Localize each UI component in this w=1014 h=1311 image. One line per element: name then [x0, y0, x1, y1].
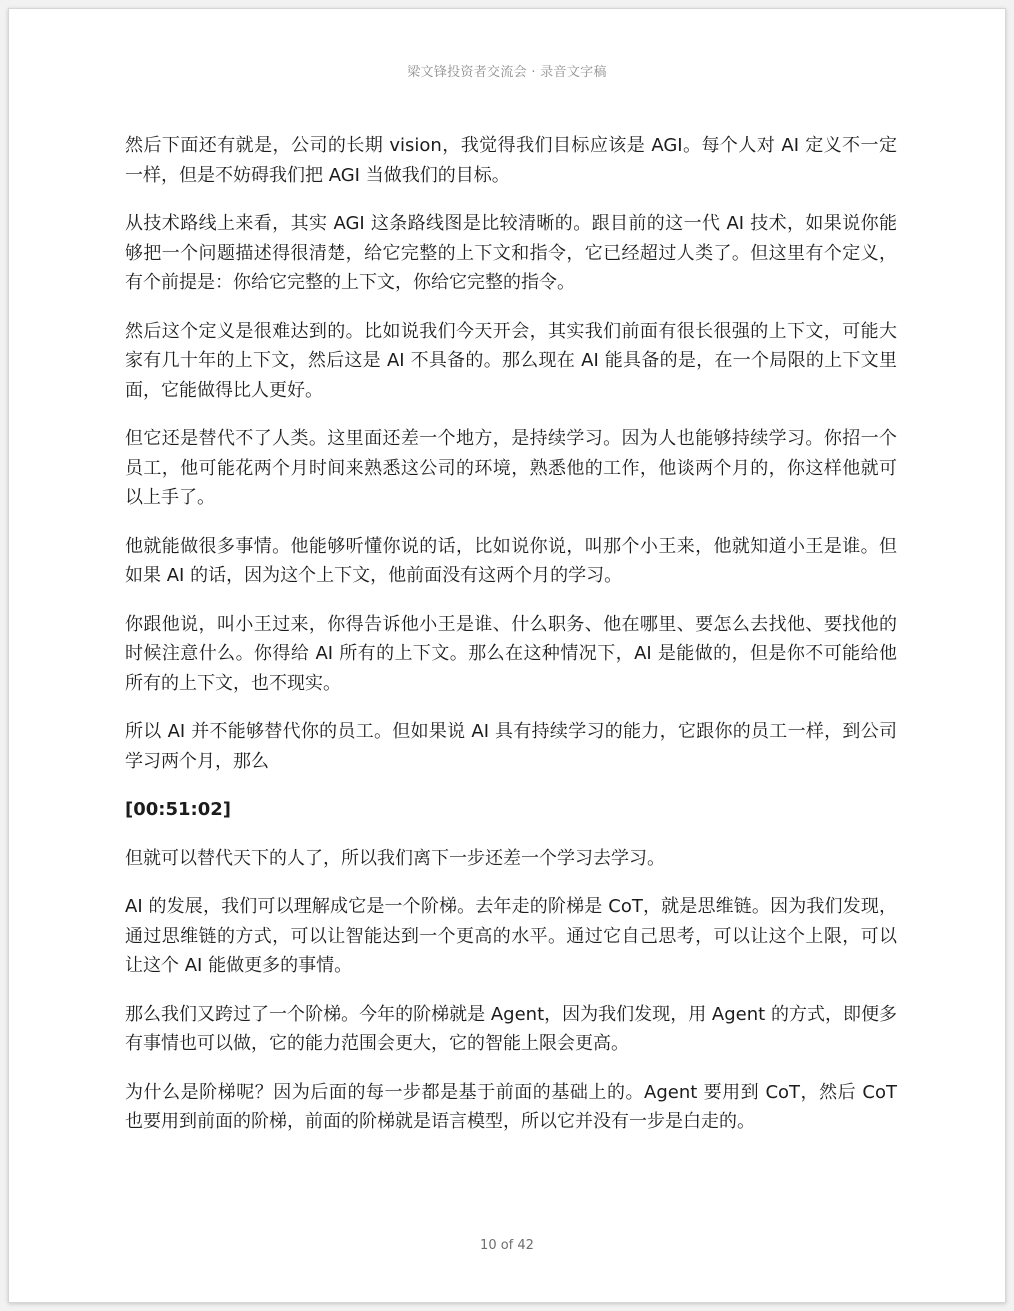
- paragraph: 所以 AI 并不能够替代你的员工。但如果说 AI 具有持续学习的能力，它跟你的员工一样，到公司学习两个月，那么: [125, 721, 897, 772]
- timestamp-marker: [00:51:02]: [125, 799, 231, 820]
- paragraph: AI 的发展，我们可以理解成它是一个阶梯。去年走的阶梯是 CoT，就是思维链。因为我们发现，通过思维链的方式，可以让智能达到一个更高的水平。通过它自己思考，可以让这个上限，可以让这个 AI 能做更多的事情。: [125, 896, 897, 976]
- paragraph: 你跟他说，叫小王过来，你得告诉他小王是谁、什么职务、他在哪里、要怎么去找他、要找他的时候注意什么。你得给 AI 所有的上下文。那么在这种情况下，AI 是能做的，但是你不可能给他所有的上下文，也不现实。: [125, 613, 897, 694]
- paragraph: 那么我们又跨过了一个阶梯。今年的阶梯就是 Agent，因为我们发现，用 Agent 的方式，即便多有事情也可以做，它的能力范围会更大，它的智能上限会更高。: [125, 1003, 897, 1054]
- paragraph: 然后这个定义是很难达到的。比如说我们今天开会，其实我们前面有很长很强的上下文，可能大家有几十年的上下文，然后这是 AI 不具备的。那么现在 AI 能具备的是，在一个局限的上下文里面，它能做得比人更好。: [125, 320, 897, 401]
- paragraph: 为什么是阶梯呢？因为后面的每一步都是基于前面的基础上的。Agent 要用到 CoT，然后 CoT 也要用到前面的阶梯，前面的阶梯就是语言模型，所以它并没有一步是白走的。: [125, 1081, 897, 1132]
- document-page: [8, 8, 1006, 1303]
- page-header-title: 梁文锋投资者交流会 · 录音文字稿: [407, 65, 607, 80]
- paragraph: 从技术路线上来看，其实 AGI 这条路线图是比较清晰的。跟目前的这一代 AI 技术，如果说你能够把一个问题描述得很清楚，给它完整的上下文和指令，它已经超过人类了。但这里有个定义，有个前提是：你给它完整的上下文，你给它完整的指令。: [125, 213, 897, 293]
- page-number-indicator: 10 of 42: [480, 1238, 534, 1253]
- paragraph: 他就能做很多事情。他能够听懂你说的话，比如说你说，叫那个小王来，他就知道小王是谁。但如果 AI 的话，因为这个上下文，他前面没有这两个月的学习。: [125, 535, 897, 586]
- page-body: [125, 131, 897, 1156]
- paragraph: 但就可以替代天下的人了，所以我们离下一步还差一个学习去学习。: [125, 847, 665, 869]
- paragraph: 然后下面还有就是，公司的长期 vision，我觉得我们目标应该是 AGI。每个人对 AI 定义不一定一样，但是不妨碍我们把 AGI 当做我们的目标。: [125, 135, 897, 186]
- paragraph: 但它还是替代不了人类。这里面还差一个地方，是持续学习。因为人也能够持续学习。你招一个员工，他可能花两个月时间来熟悉这公司的环境，熟悉他的工作，他谈两个月的，你这样他就可以上手了。: [125, 428, 897, 508]
